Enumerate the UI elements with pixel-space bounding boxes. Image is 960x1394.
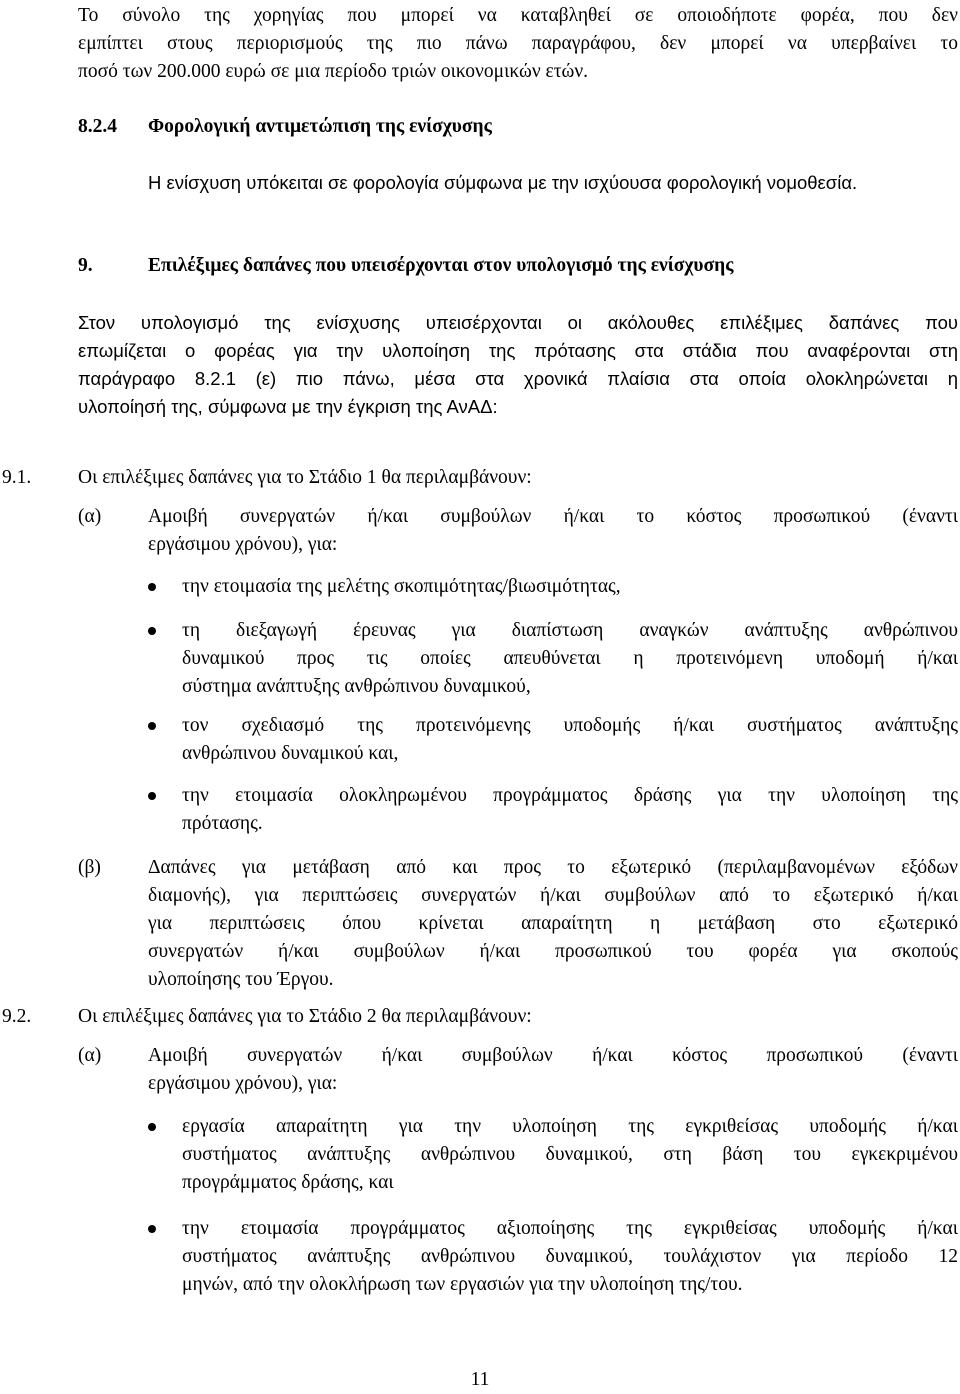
section-paragraph xyxy=(78,309,958,421)
section-heading: Επιλέξιμες δαπάνες που υπεισέρχονται στον υπολογισμό της ενίσχυσης xyxy=(148,255,734,276)
bullet-dot xyxy=(148,792,156,800)
bullet-dot xyxy=(148,583,156,591)
bullet-dot xyxy=(148,1123,156,1131)
text-line: Στον υπολογισμό της ενίσχυσης υπεισέρχονται οι ακόλουθες επιλέξιμες δαπάνες που xyxy=(78,312,958,333)
text-line: πρότασης. xyxy=(182,813,263,834)
section-number: 9.1. xyxy=(2,467,32,488)
text-line: υλοποίησή της, σύμφωνα με την έγκριση της ΑνΑΔ: xyxy=(78,396,498,417)
text-line: διαμονής), για περιπτώσεις συνεργατών ή/και συμβούλων από το εξωτερικό ή/και xyxy=(148,885,958,906)
page-number: 11 xyxy=(470,1369,490,1390)
section-number: 9.2. xyxy=(2,1006,32,1027)
text-line: μηνών, από την ολοκλήρωση των εργασιών για την υλοποίηση της/του. xyxy=(182,1274,743,1295)
text-line: εμπίπτει στους περιορισμούς της πιο πάνω παραγράφου, δεν μπορεί να υπερβαίνει το xyxy=(78,33,958,54)
item-label: (α) xyxy=(78,506,102,527)
text-line: τη διεξαγωγή έρευνας για διαπίστωση αναγκών ανάπτυξης ανθρώπινου xyxy=(182,620,958,641)
section-heading: Φορολογική αντιμετώπιση της ενίσχυσης xyxy=(148,116,492,137)
item-paragraph xyxy=(148,503,958,559)
bullet-dot xyxy=(148,1225,156,1233)
text-line: υλοποίησης του Έργου. xyxy=(148,969,334,990)
text-line: ανθρώπινου δυναμικού και, xyxy=(182,743,399,764)
item-paragraph xyxy=(148,854,958,994)
bullet-item xyxy=(182,782,958,838)
section-text: Η ενίσχυση υπόκειται σε φορολογία σύμφωνα με την ισχύουσα φορολογική νομοθεσία. xyxy=(148,172,858,193)
text-line: ποσό των 200.000 ευρώ σε μια περίοδο τριών οικονομικών ετών. xyxy=(78,61,589,82)
text-line: την ετοιμασία της μελέτης σκοπιμότητας/βιωσιμότητας, xyxy=(182,576,621,597)
text-line: εργάσιμου χρόνου), για: xyxy=(148,1073,338,1094)
text-line: δυναμικού προς τις οποίες απευθύνεται η προτεινόμενη υποδομή ή/και xyxy=(182,648,958,669)
item-label: (α) xyxy=(78,1045,102,1066)
bullet-item xyxy=(182,712,958,768)
section-text: Οι επιλέξιμες δαπάνες για το Στάδιο 1 θα περιλαμβάνουν: xyxy=(78,467,532,488)
text-line: συνεργατών ή/και συμβούλων ή/και προσωπικού του φορέα για σκοπούς xyxy=(148,941,958,962)
text-line: εργασία απαραίτητη για την υλοποίηση της εγκριθείσας υποδομής ή/και xyxy=(182,1116,958,1137)
text-line: για περιπτώσεις όπου κρίνεται απαραίτητη η μετάβαση στο εξωτερικό xyxy=(148,913,958,934)
text-line: συστήματος ανάπτυξης ανθρώπινου δυναμικού, στη βάση του εγκεκριμένου xyxy=(182,1144,958,1165)
item-paragraph xyxy=(148,1042,958,1098)
section-number: 9. xyxy=(78,255,93,276)
section-text: Οι επιλέξιμες δαπάνες για το Στάδιο 2 θα περιλαμβάνουν: xyxy=(78,1006,532,1027)
text-line: Αμοιβή συνεργατών ή/και συμβούλων ή/και κόστος προσωπικού (έναντι xyxy=(148,1045,958,1066)
text-line: Το σύνολο της χορηγίας που μπορεί να καταβληθεί σε οποιοδήποτε φορέα, που δεν xyxy=(78,5,958,26)
text-line: προγράμματος δράσης, και xyxy=(182,1172,394,1193)
text-line: παράγραφο 8.2.1 (ε) πιο πάνω, μέσα στα χρονικά πλαίσια στα οποία ολοκληρώνεται η xyxy=(78,368,958,389)
text-line: τον σχεδιασμό της προτεινόμενης υποδομής ή/και συστήματος ανάπτυξης xyxy=(182,715,958,736)
bullet-item xyxy=(182,617,958,701)
text-line: Δαπάνες για μετάβαση από και προς το εξωτερικό (περιλαμβανομένων εξόδων xyxy=(148,857,958,878)
bullet-dot xyxy=(148,627,156,635)
text-line: επωμίζεται ο φορέας για την υλοποίηση της πρότασης στα στάδια που αναφέρονται στη xyxy=(78,340,958,361)
text-line: συστήματος ανάπτυξης ανθρώπινου δυναμικού, τουλάχιστον για περίοδο 12 xyxy=(182,1246,958,1267)
text-line: Αμοιβή συνεργατών ή/και συμβούλων ή/και το κόστος προσωπικού (έναντι xyxy=(148,506,958,527)
bullet-item xyxy=(182,1113,958,1197)
text-line: εργάσιμου χρόνου), για: xyxy=(148,534,338,555)
bullet-item xyxy=(182,1215,958,1299)
text-line: την ετοιμασία προγράμματος αξιοποίησης της εγκριθείσας υποδομής ή/και xyxy=(182,1218,958,1239)
bullet-item xyxy=(182,573,958,601)
text-line: την ετοιμασία ολοκληρωμένου προγράμματος δράσης για την υλοποίηση της xyxy=(182,785,958,806)
item-label: (β) xyxy=(78,857,101,878)
bullet-dot xyxy=(148,722,156,730)
section-number: 8.2.4 xyxy=(78,116,117,137)
text-line: σύστημα ανάπτυξης ανθρώπινου δυναμικού, xyxy=(182,676,531,697)
intro-paragraph xyxy=(78,2,958,86)
